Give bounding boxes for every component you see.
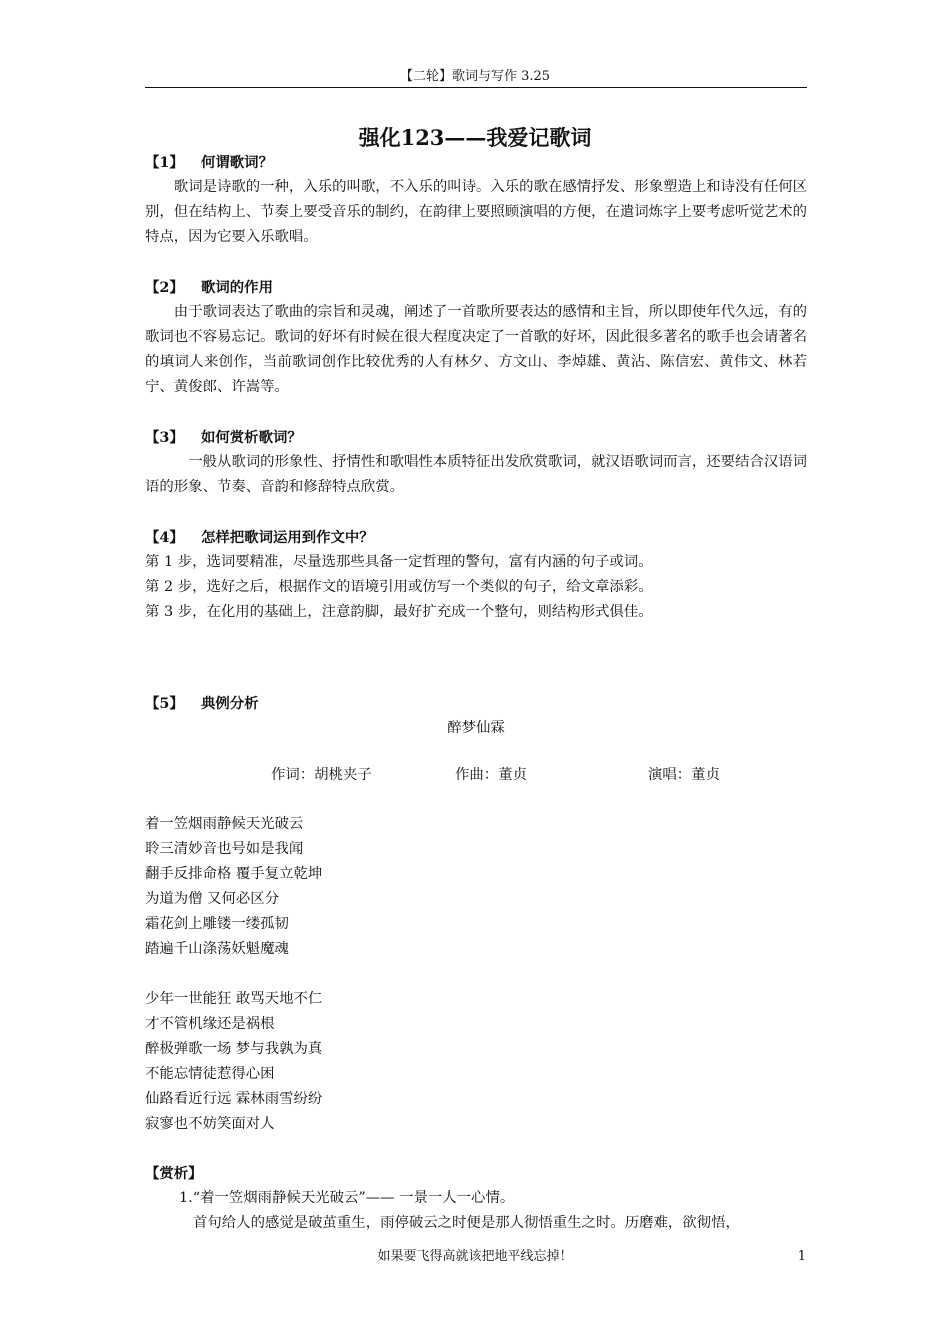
section-1-heading bbox=[145, 150, 807, 175]
section-1-title: 何谓歌词？ bbox=[201, 154, 273, 171]
step-1: 第 1 步，选词要精准，尽量选那些具备一定哲理的警句，富有内涵的句子或词。 bbox=[145, 554, 653, 570]
page-header: 【二轮】歌词与写作 3.25 bbox=[399, 69, 551, 84]
analysis-heading: 【赏析】 bbox=[145, 1165, 203, 1182]
analysis-item-1: 1.“着一笠烟雨静候天光破云”—— 一景一人一心情。 bbox=[179, 1190, 515, 1206]
section-2-heading bbox=[145, 275, 807, 300]
composer: 作曲：董贞 bbox=[455, 767, 527, 783]
singer: 演唱：董贞 bbox=[648, 767, 720, 783]
lyric-line: 醉极弹歌一场 梦与我孰为真 bbox=[145, 1041, 323, 1057]
page-number: 1 bbox=[797, 1249, 806, 1264]
section-2-index: 【2】 bbox=[145, 279, 184, 296]
section-4-heading bbox=[145, 525, 807, 550]
section-5-title: 典例分析 bbox=[201, 695, 259, 712]
section-2-title: 歌词的作用 bbox=[201, 279, 273, 296]
lyric-line: 为道为僧 又何必区分 bbox=[145, 891, 280, 907]
song-credits bbox=[145, 763, 807, 788]
document-title: 强化123——我爱记歌词 bbox=[358, 125, 592, 150]
header-rule bbox=[145, 87, 807, 88]
lyricist: 作词：胡桃夹子 bbox=[271, 767, 372, 783]
step-3: 第 3 步，在化用的基础上，注意韵脚，最好扩充成一个整句，则结构形式俱佳。 bbox=[145, 604, 653, 620]
lyric-line: 踏遍千山涤荡妖魁魔魂 bbox=[145, 941, 289, 957]
section-2-paragraph: 由于歌词表达了歌曲的宗旨和灵魂，阐述了一首歌所要表达的感情和主旨，所以即使年代久远，有的歌词也不容易忘记。歌词的好坏有时候在很大程度决定了一首歌的好坏，因此很多著名的歌手也会请著名的填词人来创作，当前歌词创作比较优秀的人有林夕、方文山、李焯雄、黄沾、陈信宏、黄伟文、林若宁、黄俊郎、许嵩等。 bbox=[145, 304, 807, 395]
lyric-line: 着一笠烟雨静候天光破云 bbox=[145, 816, 304, 832]
section-3-index: 【3】 bbox=[145, 429, 184, 446]
lyric-line: 仙路看近行远 霖林雨雪纷纷 bbox=[145, 1091, 323, 1107]
section-1-paragraph: 歌词是诗歌的一种，入乐的叫歌，不入乐的叫诗。入乐的歌在感情抒发、形象塑造上和诗没有任何区别，但在结构上、节奏上要受音乐的制约，在韵律上要照顾演唱的方便，在遣词炼字上要考虑听觉艺术的特点，因为它要入乐歌唱。 bbox=[145, 179, 807, 245]
lyric-line: 聆三清妙音也号如是我闻 bbox=[145, 841, 304, 857]
song-title: 醉梦仙霖 bbox=[447, 720, 505, 736]
section-3-title: 如何赏析歌词？ bbox=[201, 429, 302, 446]
section-3-heading bbox=[145, 425, 807, 450]
step-2: 第 2 步，选好之后，根据作文的语境引用或仿写一个类似的句子，给文章添彩。 bbox=[145, 579, 653, 595]
section-5-index: 【5】 bbox=[145, 695, 184, 712]
lyric-line: 不能忘情徒惹得心困 bbox=[145, 1066, 275, 1082]
lyric-line: 才不管机缘还是祸根 bbox=[145, 1016, 275, 1032]
lyric-line: 少年一世能狂 敢骂天地不仁 bbox=[145, 991, 323, 1007]
section-4-title: 怎样把歌词运用到作文中？ bbox=[201, 529, 374, 546]
analysis-item-1-text: 首句给人的感觉是破茧重生，雨停破云之时便是那人彻悟重生之时。历磨难，欲彻悟， bbox=[193, 1215, 740, 1231]
lyric-line: 寂寥也不妨笑面对人 bbox=[145, 1116, 275, 1132]
lyric-line: 霜花剑上雕镂一缕孤韧 bbox=[145, 916, 289, 932]
document-body bbox=[145, 150, 807, 1236]
section-3-paragraph: 一般从歌词的形象性、抒情性和歌唱性本质特征出发欣赏歌词，就汉语歌词而言，还要结合汉语词语的形象、节奏、音韵和修辞特点欣赏。 bbox=[145, 454, 807, 495]
section-1-index: 【1】 bbox=[145, 154, 184, 171]
section-5-heading bbox=[145, 691, 807, 716]
section-4-index: 【4】 bbox=[145, 529, 184, 546]
footer-motto: 如果要飞得高就该把地平线忘掉！ bbox=[377, 1249, 573, 1264]
lyric-line: 翻手反排命格 覆手复立乾坤 bbox=[145, 866, 323, 882]
